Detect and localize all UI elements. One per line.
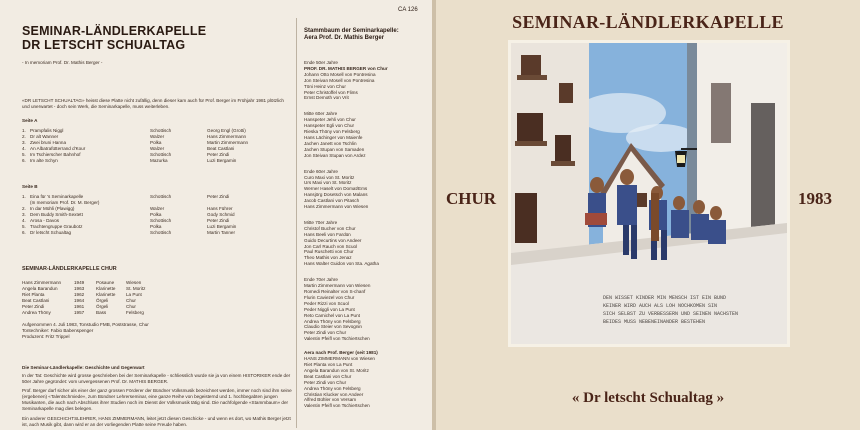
tree-name: Hans Beeli von Fardün [304,231,351,237]
history-heading: Die Seminar-Ländlerkapelle: Geschichte und Gegenwart [22,365,145,370]
album-title: « Dr letscht Schualtag » [571,390,725,406]
era-label: Ende 70er Jahre [304,277,338,283]
tree-name: Hans Zimmermann von Wiesen [304,204,369,210]
track-row: 4. Arosa - Davos Schottisch Peter Zindi [22,218,230,223]
side-a-list [22,128,292,164]
track-row: 5. Im Tschierscher Bahnhof Schottisch Peter Zindi [22,152,230,157]
tree-name: Flurin Caviezel von Chur [304,294,355,300]
tree-name: Ernst Demoth von Vrit [304,95,349,101]
back-title-line-2: DR LETSCHT SCHUALTAG [22,38,186,52]
era-label: Ende 50er Jahre [304,60,338,65]
tree-era-now [304,350,432,409]
side-a-heading: Seite A [22,118,38,123]
track-row: 6. Im alte Schyn Mazurka Luzi Bergamin [22,158,237,163]
front-title: SEMINAR-LÄNDLERKAPELLE [512,12,784,32]
tree-name: Rieska Thöny von Felsberg [304,129,360,135]
recording-line: Produzent: Fritz Trippel [22,334,70,339]
tree-era [304,169,432,210]
front-cover [436,0,860,430]
track-row: 4. An Albatrafütterrand d'Kour Walzer Beat Castlani [22,146,235,151]
recording-line: Aufgenommen 4. Juli 1983, Tonstudio FMB, Poststrasse, Chur [22,322,149,327]
catalog-number: CA 126 [398,7,418,13]
tree-name: Hans Lächinger von Maienfe [304,134,363,140]
members-table [22,280,242,316]
tree-name: Peter Christoffel von Flims [304,89,358,95]
tree-name: Jon Steivan Stupan von Ardez [304,152,366,158]
tree-name: Riet Planta von La Punt [304,361,353,367]
era-now-label: Aera nach Prof. Berger (seit 1981) [304,350,378,356]
era-label: Ende 60er Jahre [304,168,338,174]
tree-name: Hansjörg Dosetsch von Malans [304,192,368,198]
tree-name: Christian Klucker von Andeer [304,391,364,397]
back-title-line-1: SEMINAR-LÄNDLERKAPELLE [22,24,207,38]
tree-name: Hanspeter Jehli von Chur [304,117,356,123]
plaque-line: KEINER WIRD AUCH ALS LOH NOCHKOMEN SIN [603,303,718,309]
plaque-line: DEN WISSET KINDER MIN MENSCH IST EIN BUND [603,295,727,301]
member-row: Andrea Thöny 1957 Bass Felsberg [22,310,144,315]
tree-name: Urs Maxi von St. Moritz [304,180,352,186]
tree-name: Claudio Steier von Sevognin [304,324,362,330]
tree-name: Werner Haselt von Domat/Ems [304,186,368,192]
member-row: Peter Zindi 1961 Örgeli Chur [22,304,136,309]
tree-name: Peder Rizzi von Scuol [304,300,349,306]
era-label: Mitte 60er Jahre [304,111,338,117]
member-row: Hans Zimmermann 1949 Posaune Wiesen [22,280,142,285]
track-row: (In memoriam Prof. Dr. M. Berger) [30,200,100,205]
track-row: 5. Trachtengruppe Graubotz Polka Luzi Bergamin [22,224,237,229]
tree-list [304,60,432,409]
column-divider [296,18,297,428]
tree-era [304,111,432,158]
history-paragraph-3: Ein anderer GESCHICHTSLEHRER, HANS ZIMMERMANN, leitet jetzt diesen Geschicke - und wenn es dort, wo Mathis Berger jetzt ist, auch Musik gibt, dann wird er an der vorliegenden Platte seine Freude haben. [22,416,291,427]
member-row: Beat Castlani 1964 Örgeli Chur [22,298,136,303]
tree-name: Theo Mathis von Jenaz [304,255,352,261]
tree-name: Hanspeter Egli von Chur [304,123,355,129]
tree-name: Jachen Stupan von Samaden [304,146,365,152]
memoriam-line: - In memoriam Prof. Dr. Mathis Berger - [22,60,103,65]
tree-name: Martin Zimmermann von Wiesen [304,283,371,289]
tree-name: Guido Decurtins von Andeer [304,237,362,243]
history-paragraph-1: In der Tat: Geschichte wird grosse geschrieben bei der Seminarkapelle - schliesslich wurde sie ja von einem HISTORIKER ende der 50er Jahre gegründet: vom unvergessenen Prof. Dr. MATHIS BERGER. [22,373,291,384]
tree-name: Andrea Thöny von Felsberg [304,318,361,324]
recording-info [22,322,149,340]
tree-name: Töni Heinz von Chur [304,83,346,89]
tree-name: Johann Otto Mosell von Pontresina [304,71,376,77]
tree-name: PROF. DR. MATHIS BERGER von Chur [304,65,388,71]
tree-name: Jachen Janett von Tschlin [304,140,357,146]
member-row: Riet Planta 1962 Klarinette La Punt [22,292,142,297]
tree-name: Valentin Pfeifl von Tschiertschen [304,403,370,409]
plaque-line: BEIDES MUSS NEBENEINANDER BESTEHEN [603,319,706,325]
tree-name: Jacob Castlani von Pitasch [304,198,360,204]
tree-name: Andrea Thöny von Felsberg [304,385,361,391]
era-label: Mitte 70er Jahre [304,219,338,225]
tree-name: Jon Carl Rauch von Scuol [304,243,358,249]
recording-line: Tontechniker: Fabio Babenspenger [22,328,94,333]
tree-era [304,220,432,267]
tree-name: Angela Barandun von St. Moritz [304,367,369,373]
tree-name: Jon Steivan Mosell von Pontresina [304,77,375,83]
tree-name: Peter Zindi von Chur [304,379,347,385]
tree-name: Paul Ruschetti von Chur [304,249,354,255]
tree-name: Romedi Reinalter von S-chanf [304,289,366,294]
tree-name: Beat Castlani von Chur [304,373,352,379]
tree-name: Peder Niggli von La Punt [304,306,355,312]
year-label: 1983 [798,189,832,208]
track-row: 3. Zwei bruni Hanna Polka Martin Zimmermann [22,140,249,145]
track-row: 2. In dar Mühli (Plawigg) Walzer Hans Führer [22,206,233,211]
cover-photo-illustration [511,43,787,344]
tree-name: Christof Bucher von Chur [304,225,356,231]
tree-name: HANS ZIMMERMANN von Wiesen [304,356,375,362]
cover-photo [508,40,790,347]
tree-name: Curo Maxi von St. Moritz [304,174,355,180]
tree-heading [304,28,432,42]
members-heading: SEMINAR-LÄNDLERKAPELLE CHUR [22,266,117,272]
track-row: 1. Eina für 's Seminarkapelle Schottisch Peter Zindi [22,194,230,199]
tree-name: Hans Walter Guidon von Sta. Agatha [304,261,379,267]
city-label: CHUR [446,189,497,208]
tree-era [304,277,432,342]
track-row: 2. Dr alt Wanner Walzer Hans Zimmermann [22,134,247,139]
tree-heading-line-1: Stammbaum der Seminarkapelle: [304,28,399,34]
intro-paragraph: «DR LETSCHT SCHUALTAG» heisst diese Platte nicht zufällig, denn dieser kam auch für Prof. Berger im Frühjahr 1981 plötzlich und unerwartet - doch sein Werk, die Seminarkapelle, muss weiterleben. [22,98,284,109]
tree-heading-line-2: Aera Prof. Dr. Mathis Berger [304,35,385,41]
member-row: Angela Barandun 1963 Klarinette St. Moritz [22,286,146,291]
track-row: 1. Prampfalis Niggl Schottisch Georg Engl (Grotti) [22,128,246,133]
side-b-list [22,194,292,236]
tree-name: Alfred Bühler von Versam [304,397,357,403]
history-paragraph-2: Prof. Berger darf sicher als einer der ganz grossen Förderer der Bündner Volksmusik bezeichnet werden, immer noch sind ihm seine (ergebenen) «Talentschmiede», zum Bündner Lehrerseminar, eine ganze Reihe von begeisternd und 1. hochbegabten jungen Musikanten, die auch nach Abschluss ihrer Studien noch im Dienst der Volksmusik tätig sind. Die nachfolgende «Stammbaum» der Seminarkapelle mag dies belegen. [22,388,292,411]
tree-era [304,60,432,101]
tree-name: Reto Camichel von La Punt [304,312,360,318]
plaque-line: SICH SELBST ZU VERBESSERN UND SEINEN NACHSTEN [603,311,739,317]
back-title [22,24,206,52]
tree-name: Peter Zindi von Chur [304,330,347,336]
track-row: 6. Dr letscht Schualtag Schottisch Martin Tanner [22,230,236,235]
tree-name: Valentin Pfeifl von Tschiertschen [304,336,370,342]
side-b-heading: Seite B [22,184,38,189]
track-row: 3. Dem Buddy Smith-Sextett Polka Gody Schmid [22,212,235,217]
